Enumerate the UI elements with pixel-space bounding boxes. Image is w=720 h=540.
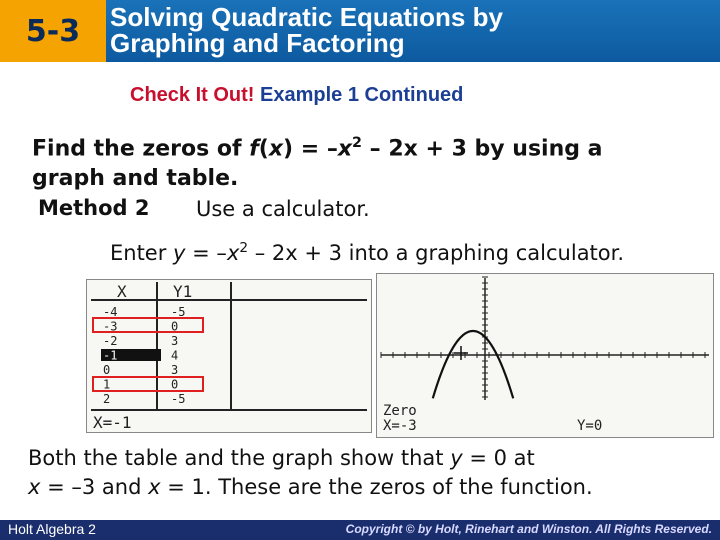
- problem-line2: graph and table.: [32, 166, 239, 192]
- table-cell-x: -4: [103, 305, 118, 319]
- table-cell-y: 0: [171, 319, 179, 334]
- x-readout: X=-3: [383, 418, 417, 434]
- footer-copyright: Copyright © by Holt, Rinehart and Winston. All Rights Reserved.: [345, 522, 712, 536]
- conclusion-line2: x = –3 and x = 1. These are the zeros of the function.: [28, 475, 593, 499]
- table-cell-y: 4: [171, 348, 179, 363]
- graph-svg: [377, 274, 713, 437]
- example-label: Example 1 Continued: [260, 84, 464, 106]
- conclusion-text: [28, 444, 593, 502]
- calculator-table-screen: [86, 279, 372, 433]
- lesson-title-line1: Solving Quadratic Equations by: [110, 2, 503, 32]
- table-footer-readout: X=-1: [93, 413, 132, 432]
- footer-bar: [0, 520, 720, 540]
- zero-label: Zero: [383, 403, 417, 419]
- problem-line1: Find the zeros of $f(x) = -x^2 - 2x + 3$ by using a: [32, 135, 603, 162]
- lesson-title: [110, 0, 710, 56]
- check-it-out-label: Check It Out!: [130, 84, 255, 106]
- table-cell-x: 2: [103, 392, 111, 406]
- table-col-x: X: [117, 282, 127, 301]
- table-cell-y: 0: [171, 377, 179, 392]
- table-cell-y: -5: [171, 305, 186, 319]
- table-cell-x: -2: [103, 334, 118, 348]
- table-cell-x: 0: [103, 363, 111, 377]
- table-cell-y: 3: [171, 334, 179, 348]
- table-cell-y: -5: [171, 392, 186, 406]
- calculator-graph-screen: [376, 273, 714, 438]
- lesson-title-line2: Graphing and Factoring: [110, 28, 405, 58]
- y-readout: Y=0: [577, 418, 603, 434]
- table-cell-y: 3: [171, 363, 179, 377]
- method-text: Use a calculator.: [196, 197, 370, 221]
- lesson-number: 5-3: [25, 13, 81, 49]
- problem-statement: [32, 128, 603, 194]
- table-svg: [87, 280, 371, 432]
- table-cell-x: 1: [103, 377, 111, 392]
- header-bar: [0, 0, 720, 62]
- table-cell-x: -1: [103, 348, 118, 363]
- lesson-badge: [0, 0, 106, 62]
- method-label: Method 2: [38, 196, 150, 220]
- footer-book-title: Holt Algebra 2: [8, 521, 96, 537]
- table-cell-x: -3: [103, 319, 118, 334]
- conclusion-line1: Both the table and the graph show that y = 0 at: [28, 446, 535, 470]
- enter-instruction: Enter $y = -x^2 - 2x + 3$ into a graphing calculator.: [110, 240, 625, 265]
- slide-subtitle: [130, 84, 463, 107]
- table-col-y: Y1: [173, 282, 193, 301]
